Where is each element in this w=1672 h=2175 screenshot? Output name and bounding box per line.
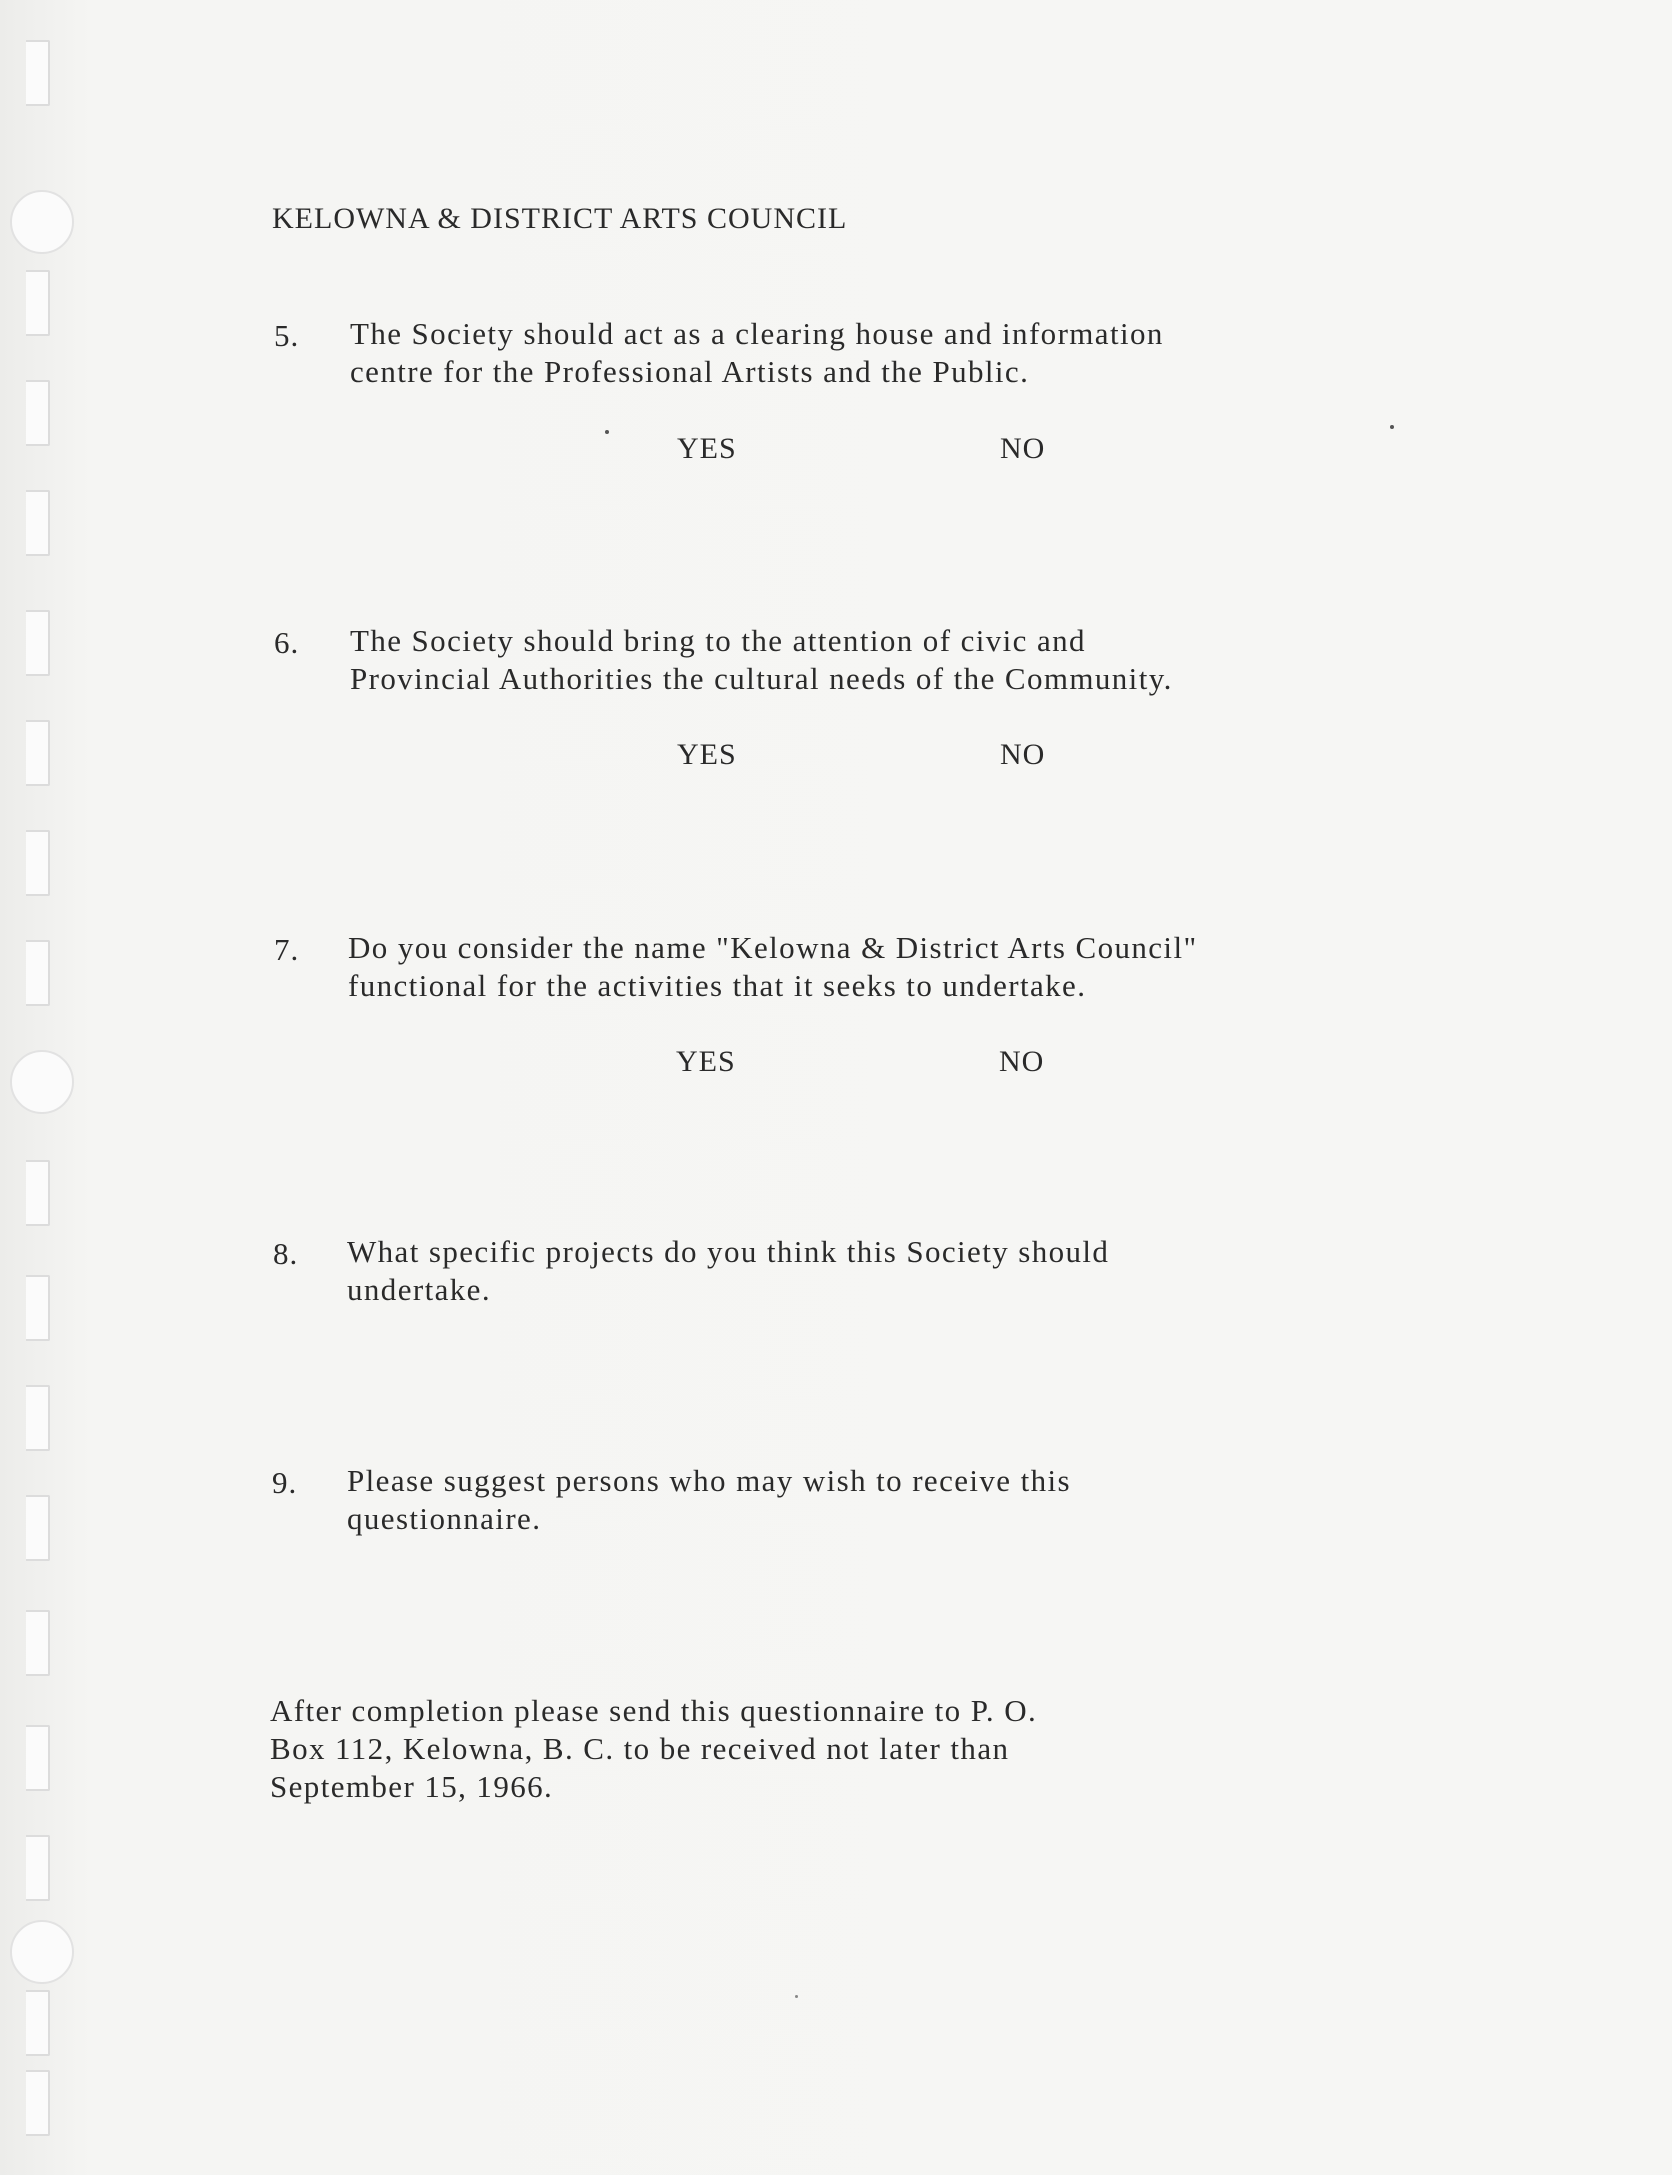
punch-hole xyxy=(26,2070,50,2136)
footer-line: After completion please send this questionnaire to P. O. xyxy=(270,1693,1038,1728)
punch-hole xyxy=(26,610,50,676)
question-line: functional for the activities that it seeks to undertake. xyxy=(348,968,1087,1003)
answer-yes[interactable]: YES xyxy=(676,1045,736,1078)
question-line: centre for the Professional Artists and the Public. xyxy=(350,354,1030,389)
question-number: 9. xyxy=(272,1465,298,1500)
footer-line: September 15, 1966. xyxy=(270,1769,554,1804)
question-line: Please suggest persons who may wish to receive this xyxy=(347,1463,1072,1498)
footer-line: Box 112, Kelowna, B. C. to be received not later than xyxy=(270,1731,1010,1766)
document-title: KELOWNA & DISTRICT ARTS COUNCIL xyxy=(272,202,848,235)
punch-hole xyxy=(26,270,50,336)
punch-hole xyxy=(26,1990,50,2056)
punch-hole xyxy=(26,1275,50,1341)
punch-hole xyxy=(26,1160,50,1226)
punch-hole xyxy=(26,490,50,556)
question-text xyxy=(347,1233,1109,1309)
punch-hole xyxy=(26,720,50,786)
paper-speck xyxy=(605,430,609,434)
answer-yes[interactable]: YES xyxy=(677,432,737,465)
question-line: Do you consider the name "Kelowna & District Arts Council" xyxy=(348,930,1198,965)
punch-hole xyxy=(26,1495,50,1561)
paper-speck xyxy=(795,1995,798,1998)
answer-yes[interactable]: YES xyxy=(677,738,737,771)
question-line: The Society should act as a clearing house and information xyxy=(350,316,1164,351)
question-text xyxy=(347,1462,1071,1538)
punch-hole xyxy=(10,190,74,254)
question-line: What specific projects do you think this Society should xyxy=(347,1234,1110,1269)
answer-no[interactable]: NO xyxy=(1000,432,1046,465)
punch-hole xyxy=(26,1725,50,1791)
question-number: 6. xyxy=(274,625,300,660)
answer-no[interactable]: NO xyxy=(999,1045,1045,1078)
question-number: 7. xyxy=(274,932,300,967)
punch-hole xyxy=(26,40,50,106)
punch-hole xyxy=(10,1920,74,1984)
paper-speck xyxy=(1390,425,1394,429)
question-line: The Society should bring to the attention of civic and xyxy=(350,623,1086,658)
question-line: Provincial Authorities the cultural needs of the Community. xyxy=(350,661,1173,696)
question-number: 5. xyxy=(274,318,300,353)
punch-hole xyxy=(26,380,50,446)
question-text xyxy=(350,315,1164,391)
question-line: undertake. xyxy=(347,1272,491,1307)
punch-hole xyxy=(26,830,50,896)
question-text xyxy=(348,929,1198,1005)
submission-instructions xyxy=(270,1692,1037,1806)
binder-holes xyxy=(18,30,88,2150)
question-line: questionnaire. xyxy=(347,1501,542,1536)
punch-hole xyxy=(26,1385,50,1451)
punch-hole xyxy=(10,1050,74,1114)
question-number: 8. xyxy=(273,1236,299,1271)
answer-no[interactable]: NO xyxy=(1000,738,1046,771)
punch-hole xyxy=(26,1835,50,1901)
punch-hole xyxy=(26,940,50,1006)
question-text xyxy=(350,622,1173,698)
punch-hole xyxy=(26,1610,50,1676)
